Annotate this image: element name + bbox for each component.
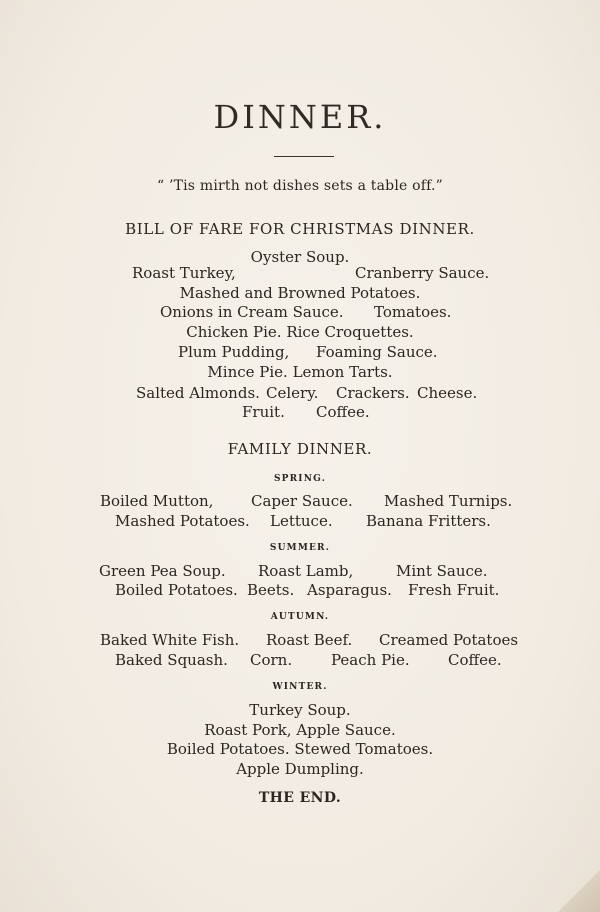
- season-label-spring: SPRING.: [273, 474, 327, 484]
- autumn-item-coffee: Coffee.: [448, 651, 502, 669]
- winter-item-turkey-soup: Turkey Soup.: [249, 701, 351, 719]
- winter-item-roast-pork-apple-sauce: Roast Pork, Apple Sauce.: [204, 721, 396, 739]
- menu-item-fruit: Fruit.: [242, 403, 285, 421]
- menu-item-chicken-pie-rice-croquettes: Chicken Pie. Rice Croquettes.: [186, 323, 414, 341]
- autumn-item-corn: Corn.: [250, 651, 293, 669]
- spring-item-lettuce: Lettuce.: [270, 512, 333, 530]
- menu-item-plum-pudding: Plum Pudding,: [178, 343, 290, 361]
- winter-item-apple-dumpling: Apple Dumpling.: [236, 760, 364, 778]
- summer-item-green-pea-soup: Green Pea Soup.: [99, 562, 226, 580]
- season-label-autumn: AUTUMN.: [270, 612, 330, 622]
- summer-item-mint-sauce: Mint Sauce.: [396, 562, 488, 580]
- the-end: THE END.: [258, 790, 342, 806]
- menu-item-coffee: Coffee.: [316, 403, 370, 421]
- spring-item-mashed-potatoes: Mashed Potatoes.: [115, 512, 250, 530]
- season-label-winter: WINTER.: [272, 682, 328, 692]
- title-rule: [274, 156, 334, 157]
- season-label-summer: SUMMER.: [269, 543, 331, 553]
- menu-item-oyster-soup: Oyster Soup.: [250, 248, 350, 266]
- christmas-heading: BILL OF FARE FOR CHRISTMAS DINNER.: [125, 220, 475, 238]
- menu-item-cranberry-sauce: Cranberry Sauce.: [355, 264, 490, 282]
- menu-item-roast-turkey: Roast Turkey,: [132, 264, 236, 282]
- page-corner-fold: [558, 870, 600, 912]
- summer-item-fresh-fruit: Fresh Fruit.: [408, 581, 500, 599]
- menu-item-salted-almonds: Salted Almonds.: [136, 384, 260, 402]
- autumn-item-baked-squash: Baked Squash.: [115, 651, 228, 669]
- autumn-item-roast-beef: Roast Beef.: [266, 631, 353, 649]
- autumn-item-peach-pie: Peach Pie.: [331, 651, 410, 669]
- spring-item-caper-sauce: Caper Sauce.: [251, 492, 353, 510]
- menu-item-mince-pie-lemon-tarts: Mince Pie. Lemon Tarts.: [207, 363, 393, 381]
- menu-item-cheese: Cheese.: [417, 384, 478, 402]
- summer-item-roast-lamb: Roast Lamb,: [258, 562, 354, 580]
- spring-item-banana-fritters: Banana Fritters.: [366, 512, 491, 530]
- menu-item-celery: Celery.: [266, 384, 319, 402]
- spring-item-mashed-turnips: Mashed Turnips.: [384, 492, 513, 510]
- summer-item-boiled-potatoes: Boiled Potatoes.: [115, 581, 238, 599]
- spring-item-boiled-mutton: Boiled Mutton,: [100, 492, 214, 510]
- autumn-item-creamed-potatoes: Creamed Potatoes: [379, 631, 519, 649]
- epigraph: “ ’Tis mirth not dishes sets a table off.”: [156, 178, 444, 194]
- summer-item-beets: Beets.: [247, 581, 295, 599]
- autumn-item-baked-white-fish: Baked White Fish.: [100, 631, 240, 649]
- menu-item-tomatoes: Tomatoes.: [374, 303, 452, 321]
- family-dinner-heading: FAMILY DINNER.: [227, 440, 373, 458]
- summer-item-asparagus: Asparagus.: [307, 581, 392, 599]
- winter-item-boiled-potatoes-stewed-tomatoes: Boiled Potatoes. Stewed Tomatoes.: [166, 740, 434, 758]
- menu-item-crackers: Crackers.: [336, 384, 410, 402]
- menu-item-mashed-browned-potatoes: Mashed and Browned Potatoes.: [179, 284, 421, 302]
- page-title: DINNER.: [213, 98, 387, 136]
- menu-item-onions-cream-sauce: Onions in Cream Sauce.: [160, 303, 344, 321]
- menu-item-foaming-sauce: Foaming Sauce.: [316, 343, 438, 361]
